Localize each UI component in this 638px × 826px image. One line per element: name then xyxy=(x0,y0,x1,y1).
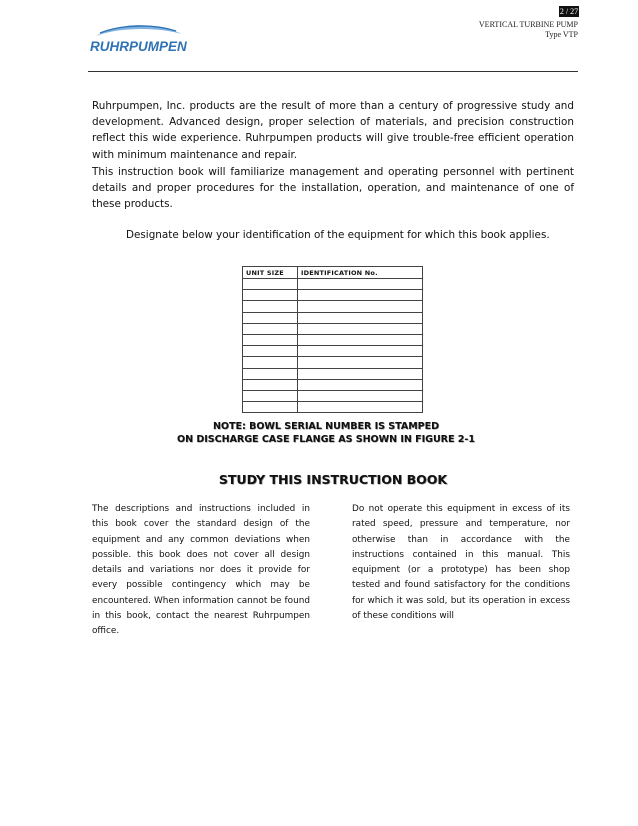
unit-size-cell xyxy=(243,323,298,334)
identification-row xyxy=(243,312,423,323)
unit-size-cell xyxy=(243,368,298,379)
page-number: 2 / 27 xyxy=(559,7,579,16)
note-line-1: NOTE: BOWL SERIAL NUMBER IS STAMPED xyxy=(212,421,440,432)
document-subtitle: Type VTP xyxy=(545,30,578,39)
intro-paragraph: Ruhrpumpen, Inc. products are the result of more than a century of progressive study and development. Advanced design, proper selection of materials, and precision construction reflect this wide experience. Ruhrpumpen products will give trouble-free efficient operation with minimum maintenance and repair. xyxy=(92,100,574,161)
identification-rows xyxy=(243,279,423,413)
identification-row xyxy=(243,334,423,345)
unit-size-cell xyxy=(243,379,298,390)
identification-row xyxy=(243,379,423,390)
unit-size-cell xyxy=(243,402,298,413)
identification-row xyxy=(243,390,423,401)
note-line-2: ON DISCHARGE CASE FLANGE AS SHOWN IN FIGURE 2-1 xyxy=(177,434,475,445)
identification-no-cell xyxy=(298,279,423,290)
unit-size-cell xyxy=(243,312,298,323)
unit-size-cell xyxy=(243,301,298,312)
unit-size-cell xyxy=(243,390,298,401)
identification-no-cell xyxy=(298,312,423,323)
unit-size-cell xyxy=(243,334,298,345)
identification-no-cell xyxy=(298,301,423,312)
identification-row xyxy=(243,357,423,368)
unit-size-cell xyxy=(243,357,298,368)
ruhrpumpen-logo xyxy=(88,24,188,58)
identification-no-cell xyxy=(298,334,423,345)
document-title: VERTICAL TURBINE PUMP xyxy=(478,20,578,29)
familiarize-paragraph: This instruction book will familiarize management and operating personnel with pertinent details and proper procedures for the installation, operation, and maintenance of one of these products. xyxy=(92,166,574,211)
logo-graphic xyxy=(88,24,188,58)
logo-text: RUHRPUMPEN xyxy=(90,39,187,54)
identification-no-cell xyxy=(298,379,423,390)
identification-row xyxy=(243,323,423,334)
identification-row xyxy=(243,346,423,357)
identification-row xyxy=(243,301,423,312)
unit-size-cell xyxy=(243,290,298,301)
header-rule xyxy=(88,71,578,72)
identification-no-cell xyxy=(298,346,423,357)
identification-no-cell xyxy=(298,368,423,379)
identification-no-cell xyxy=(298,402,423,413)
identification-no-cell xyxy=(298,390,423,401)
identification-no-cell xyxy=(298,323,423,334)
identification-header-row xyxy=(243,267,423,279)
document-header xyxy=(479,20,578,40)
identification-row xyxy=(243,290,423,301)
identification-row xyxy=(243,368,423,379)
identification-no-cell xyxy=(298,357,423,368)
unit-size-header: UNIT SIZE xyxy=(243,267,298,279)
study-heading: STUDY THIS INSTRUCTION BOOK xyxy=(218,472,448,487)
identification-row xyxy=(243,279,423,290)
designate-paragraph: Designate below your identification of the equipment for which this book applies. xyxy=(126,229,550,241)
identification-row xyxy=(243,402,423,413)
identification-no-cell xyxy=(298,290,423,301)
identification-table xyxy=(242,266,423,413)
unit-size-cell xyxy=(243,279,298,290)
left-column-text: The descriptions and instructions included in this book cover the standard design of the equipment and any common deviations when possible. this book does not cover all design details and variations nor does it provide for every possible contingency which may be encountered. When information cannot be found in this book, contact the nearest Ruhrpumpen office. xyxy=(92,504,310,637)
right-column-text: Do not operate this equipment in excess of its rated speed, pressure and temperature, nor otherwise than in accordance with the instructions contained in this manual. This equipment (or a prototype) has been shop tested and found satisfactory for the conditions for which it was sold, but its operation in excess of these conditions will xyxy=(352,504,570,622)
unit-size-cell xyxy=(243,346,298,357)
identification-no-header: IDENTIFICATION No. xyxy=(298,267,423,279)
